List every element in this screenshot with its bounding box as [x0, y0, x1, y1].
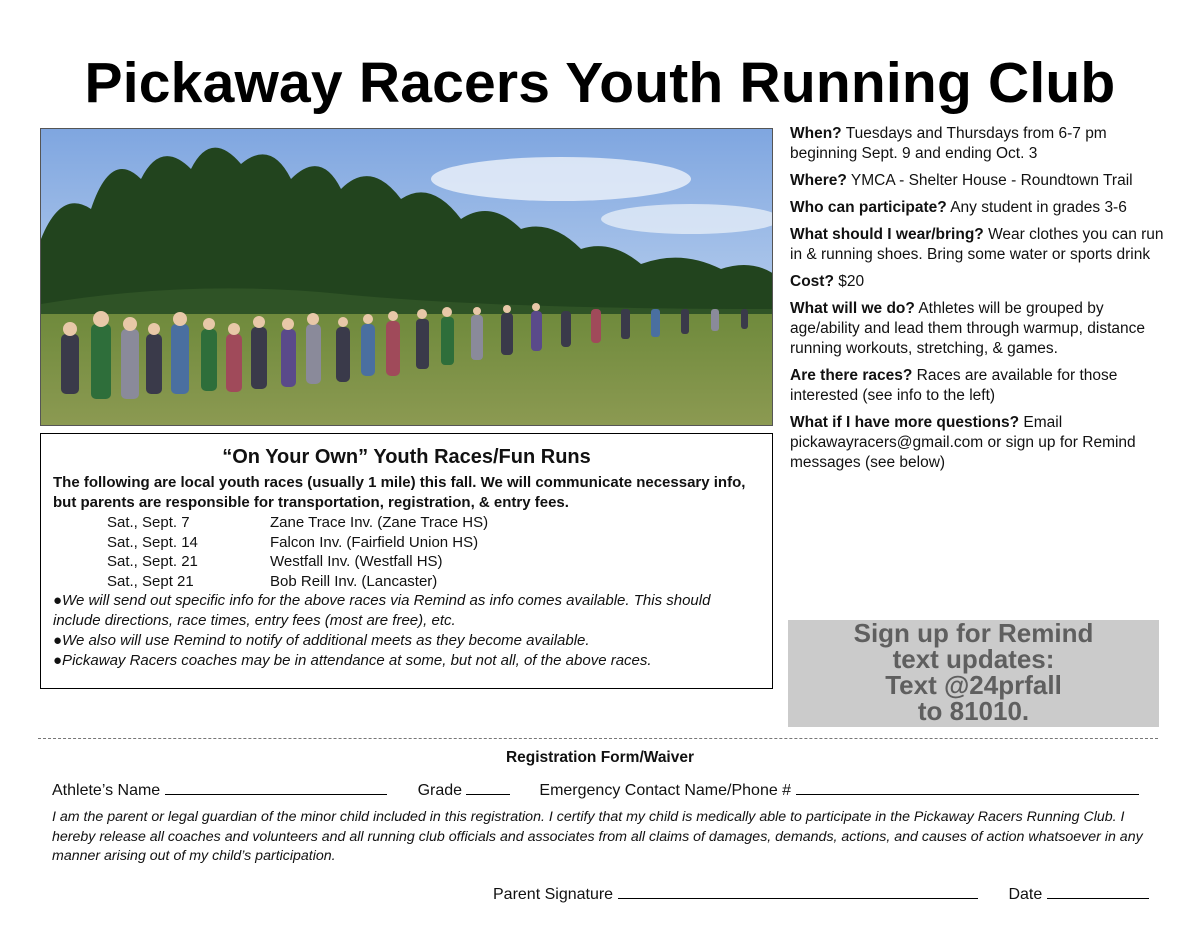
race-date: Sat., Sept. 7: [107, 514, 190, 531]
info-question: What if I have more questions?: [790, 414, 1020, 431]
races-box: [40, 433, 773, 689]
info-cost: [790, 272, 1170, 292]
race-date: Sat., Sept. 14: [107, 533, 198, 551]
form-title: Registration Form/Waiver: [505, 749, 695, 766]
info-answer: Email pickawayracers@gmail.com or sign up for Remind messages (see below): [790, 414, 1136, 471]
signature-field[interactable]: [618, 882, 978, 899]
grade-label: Grade: [417, 782, 463, 799]
registration-fields: [52, 778, 1162, 800]
remind-signup-box: [788, 620, 1159, 727]
info-answer: Wear clothes you can run in & running shoes. Bring some water or sports drink: [790, 226, 1164, 263]
info-question: When?: [790, 125, 842, 142]
date-field[interactable]: [1047, 882, 1149, 899]
race-row: [53, 533, 760, 553]
info-who: [790, 198, 1170, 218]
info-activities: [790, 299, 1170, 359]
races-title: “On Your Own” Youth Races/Fun Runs: [222, 446, 591, 468]
info-question: Where?: [790, 172, 847, 189]
info-question: What will we do?: [790, 300, 915, 317]
races-note: ●We will send out specific info for the above races via Remind as info comes available. This should include directions, race times, entry fees (most are free), etc.: [53, 592, 711, 629]
info-answer: YMCA - Shelter House - Roundtown Trail: [850, 172, 1133, 189]
athlete-name-field[interactable]: [165, 778, 387, 795]
race-date: Sat., Sept. 21: [107, 553, 198, 570]
emergency-contact-label: Emergency Contact Name/Phone #: [539, 782, 792, 799]
remind-line: text updates:: [892, 644, 1055, 674]
remind-line: to 81010.: [917, 696, 1030, 726]
page-title: Pickaway Racers Youth Running Club: [84, 51, 1116, 115]
info-when: [790, 124, 1170, 164]
info-where: [790, 171, 1170, 191]
race-date: Sat., Sept 21: [107, 572, 194, 590]
date-label: Date: [1008, 886, 1043, 903]
emergency-contact-field[interactable]: [796, 778, 1139, 795]
info-question: What should I wear/bring?: [790, 226, 984, 243]
race-row: [53, 513, 760, 533]
info-races: [790, 366, 1170, 406]
remind-line: Text @24prfall: [885, 670, 1062, 700]
info-answer: $20: [838, 273, 865, 290]
remind-line: Sign up for Remind: [853, 618, 1094, 648]
info-question: Cost?: [790, 273, 834, 290]
race-name: Falcon Inv. (Fairfield Union HS): [270, 533, 479, 551]
races-note: ●Pickaway Racers coaches may be in attendance at some, but not all, of the above races.: [53, 652, 652, 669]
info-questions: [790, 413, 1170, 473]
races-note: ●We also will use Remind to notify of additional meets as they become available.: [53, 632, 590, 649]
race-name: Westfall Inv. (Westfall HS): [270, 553, 443, 570]
signature-fields: [493, 882, 1149, 904]
runners-photo: [40, 128, 773, 426]
race-name: Zane Trace Inv. (Zane Trace HS): [270, 514, 489, 531]
race-row: [53, 552, 760, 572]
cut-line-divider: [38, 738, 1158, 739]
club-info: [790, 124, 1170, 480]
info-question: Are there races?: [790, 367, 913, 384]
info-answer: Any student in grades 3-6: [950, 199, 1127, 216]
info-question: Who can participate?: [790, 199, 947, 216]
info-answer: Athletes will be grouped by age/ability and lead them through warmup, distance running workouts, stretching, & games.: [790, 300, 1145, 357]
signature-label: Parent Signature: [493, 886, 614, 903]
info-wear: [790, 225, 1170, 265]
race-row: [53, 572, 760, 592]
waiver-text: I am the parent or legal guardian of the minor child included in this registration. I certify that my child is medically able to participate in the Pickaway Racers Running Club. I hereby release all coaches and volunteers and all running club officials and associates from all claims of damages, demands, actions, and causes of action whatsoever in any manner arising out of my child’s participation.: [52, 809, 1143, 864]
race-name: Bob Reill Inv. (Lancaster): [270, 572, 438, 590]
info-answer: Tuesdays and Thursdays from 6-7 pm beginning Sept. 9 and ending Oct. 3: [790, 125, 1107, 162]
races-list: [53, 513, 760, 591]
athlete-name-label: Athlete’s Name: [52, 782, 161, 799]
grade-field[interactable]: [466, 778, 510, 795]
races-intro: The following are local youth races (usually 1 mile) this fall. We will communicate necessary info, but parents are responsible for transportation, registration, & entry fees.: [53, 474, 746, 511]
runners-photo-icon: [41, 129, 773, 426]
info-answer: Races are available for those interested (see info to the left): [790, 367, 1118, 404]
